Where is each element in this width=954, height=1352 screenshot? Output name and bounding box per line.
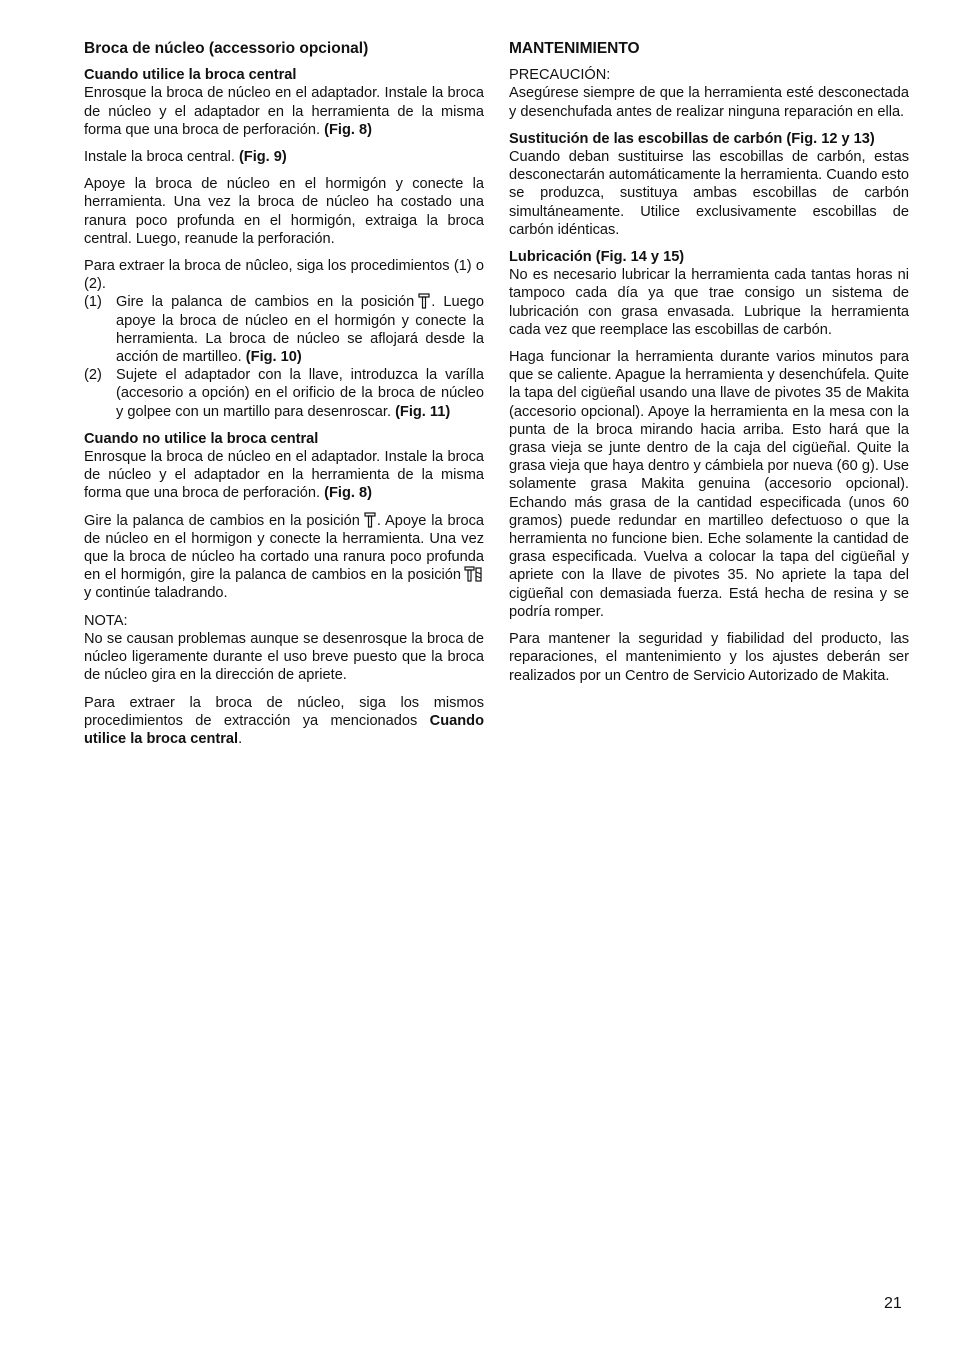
procedure-item-1: (1) Gire la palanca de cambios en la posición . Luego apoye la broca de núcleo en el hormigón y conecte la herramienta. La broca de núcleo se aflojará desde la acción de martilleo. (Fig. 10) [84,294,484,366]
lubrication-subheading: Lubricación (Fig. 14 y 15) [509,249,685,266]
left-column [84,38,484,757]
paragraph-drilling: Apoye la broca de núcleo en el hormigón y conecte la herramienta. Una vez la broca de núcleo ha costado una ranura poco profunda en el hormigón, extraiga la broca central. Luego, reanude la perforación. [84,176,484,247]
paragraph-install-center-bit: Instale la broca central. (Fig. 9) [84,149,287,166]
paragraph-grease: Haga funcionar la herramienta durante varios minutos para que se caliente. Apague la herramienta y desenchúfela. Quite la tapa del cigüeñal usando una llave de pivotes 35 de Makita (accesorio opcional). Apoye la herramienta en la mesa con la punta de la broca mirando hacia arriba. Esto hará que la grasa vieja se junte dentro de la caja del cigüeñal. Quite la grasa vieja que haya dentro y cámbiela por nueva (60 g). Use solamente grasa Makita genuina (accesorio opcional). Echando más grasa de la cantidad especificada (unos 60 gramos) puede redundar en martilleo defectuoso o que la herramienta no funcione bien. Eche solamente la cantidad de grasa especificada. Vuelva a colocar la tapa del cigüeñal y apriete con la llave de pivotes 35. No apriete la tapa del cigüeñal con demasiada fuerza. Está hecha de resina y se podría romper. [509,349,909,620]
page-number: 21 [884,1295,902,1312]
without-center-bit-subheading: Cuando no utilice la broca central [84,430,319,447]
paragraph-install-core-bit: Enrosque la broca de núcleo en el adaptador. Instale la broca de núcleo y el adaptador en la herramienta de la misma forma que una broca de perforación. (Fig. 8) [84,85,484,138]
fig-ref: (Fig. 10) [245,349,302,366]
hammer-drill-mode-icon [464,566,484,582]
paragraph-install-no-center: Enrosque la broca de núcleo en el adaptador. Instale la broca de núcleo y el adaptador en la herramienta de la misma forma que una broca de perforación. (Fig. 8) [84,449,484,502]
fig-ref: (Fig. 11) [395,403,451,420]
right-column [509,38,909,694]
caution-text: Asegúrese siempre de que la herramienta esté desconectada y desenchufada antes de realizar ninguna reparación en ella. [509,85,909,120]
note-text: No se causan problemas aunque se desenrosque la broca de núcleo ligeramente durante el uso breve puesto que la broca de núcleo gira en la dirección de apriete. [84,630,484,684]
carbon-brush-subheading: Sustitución de las escobillas de carbón (Fig. 12 y 13) [509,130,875,147]
fig-ref: (Fig. 8) [324,121,372,138]
paragraph-removal-intro: Para extraer la broca de nûcleo, siga los procedimientos (1) o (2). [84,258,484,293]
note-label: NOTA: [84,612,128,629]
fig-ref: (Fig. 9) [238,149,287,166]
paragraph-service: Para mantener la seguridad y fiabilidad del producto, las reparaciones, el mantenimiento y los ajustes deberán ser realizados por un Centro de Servicio Autorizado de Makita. [509,631,909,684]
core-bit-heading: Broca de núcleo (accessorio opcional) [84,40,369,57]
fig-ref: (Fig. 8) [324,485,372,502]
procedure-item-2: (2) Sujete el adaptador con la llave, introduzca la varílla (accesorio a opción) en el orificio de la broca de núcleo y golpee con un martillo para desenroscar. (Fig. 11) [84,367,484,420]
caution-label: PRECAUCIÓN: [509,67,611,84]
hammer-mode-icon [417,293,431,309]
hammer-mode-icon [363,512,377,528]
paragraph-carbon-brushes: Cuando deban sustituirse las escobillas de carbón, estas desconectarán automáticamente la herramienta. Cuando esto se produzca, sustituya ambas escobillas de carbón simultáneamente. Utilice exclusivamente escobillas de carbón idénticas. [509,149,909,238]
maintenance-heading: MANTENIMIENTO [509,40,640,57]
paragraph-lubrication: No es necesario lubricar la herramienta cada tantas horas ni tampoco cada día ya que trae consigo un sistema de lubricación con grasa envasada. Lubrique la herramienta cada vez que reemplace las escobillas de carbón. [509,267,909,338]
with-center-bit-subheading: Cuando utilice la broca central [84,67,297,84]
paragraph-extract: Para extraer la broca de núcleo, siga los mismos procedimientos de extracción ya mencionados Cuando utilice la broca central. [84,694,484,747]
paragraph-change-lever: Gire la palanca de cambios en la posición . Apoye la broca de núcleo en el hormigon y conecte la herramienta. Una vez que la broca de núcleo ha cortado una ranura poco profunda en el hormigón, gire la palanca de cambios en la posición y continúe taladrando. [84,512,484,602]
